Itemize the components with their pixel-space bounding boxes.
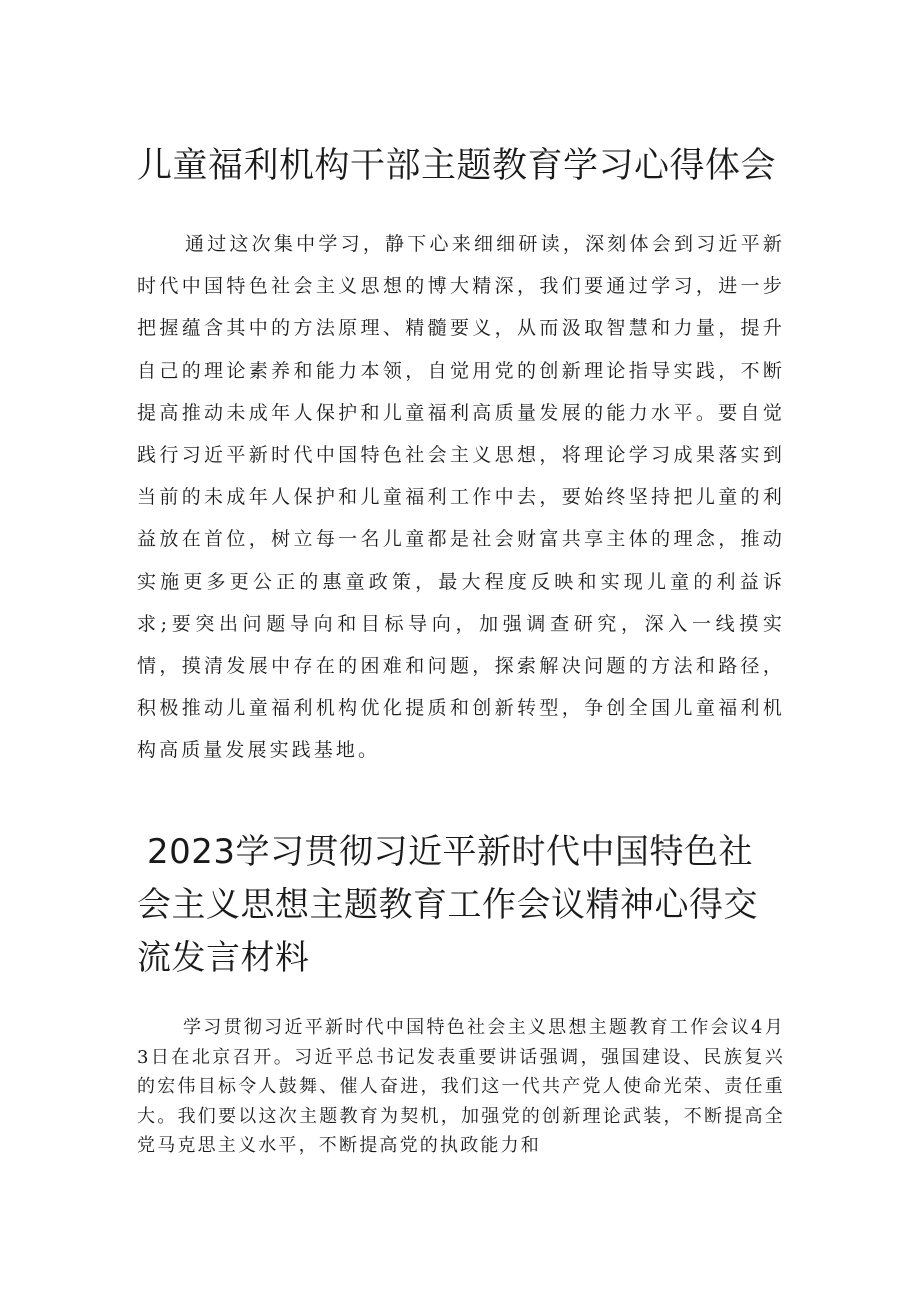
section-1-paragraph: 通过这次集中学习，静下心来细细研读，深刻体会到习近平新时代中国特色社会主义思想的博大精深，我们要通过学习，进一步把握蕴含其中的方法原理、精髓要义，从而汲取智慧和力量，提升自己的理论素养和能力本领，自觉用党的创新理论指导实践，不断提高推动未成年人保护和儿童福利高质量发展的能力水平。要自觉践行习近平新时代中国特色社会主义思想，将理论学习成果落实到当前的未成年人保护和儿童福利工作中去，要始终坚持把儿童的利益放在首位，树立每一名儿童都是社会财富共享主体的理念，推动实施更多更公正的惠童政策，最大程度反映和实现儿童的利益诉求;要突出问题导向和目标导向，加强调查研究，深入一线摸实情，摸清发展中存在的困难和问题，探索解决问题的方法和路径，积极推动儿童福利机构优化提质和创新转型，争创全国儿童福利机构高质量发展实践基地。 <box>137 233 785 762</box>
section-1-title: 儿童福利机构干部主题教育学习心得体会 <box>137 146 777 186</box>
section-2-paragraph: 学习贯彻习近平新时代中国特色社会主义思想主题教育工作会议4月3日在北京召开。习近平总书记发表重要讲话强调，强国建设、民族复兴的宏伟目标令人鼓舞、催人奋进，我们这一代共产党人使命光荣、责任重大。我们要以这次主题教育为契机，加强党的创新理论武装，不断提高全党马克思主义水平，不断提高党的执政能力和 <box>137 1017 785 1156</box>
section-2-title: 2023学习贯彻习近平新时代中国特色社会主义思想主题教育工作会议精神心得交流发言材料 <box>137 832 758 978</box>
